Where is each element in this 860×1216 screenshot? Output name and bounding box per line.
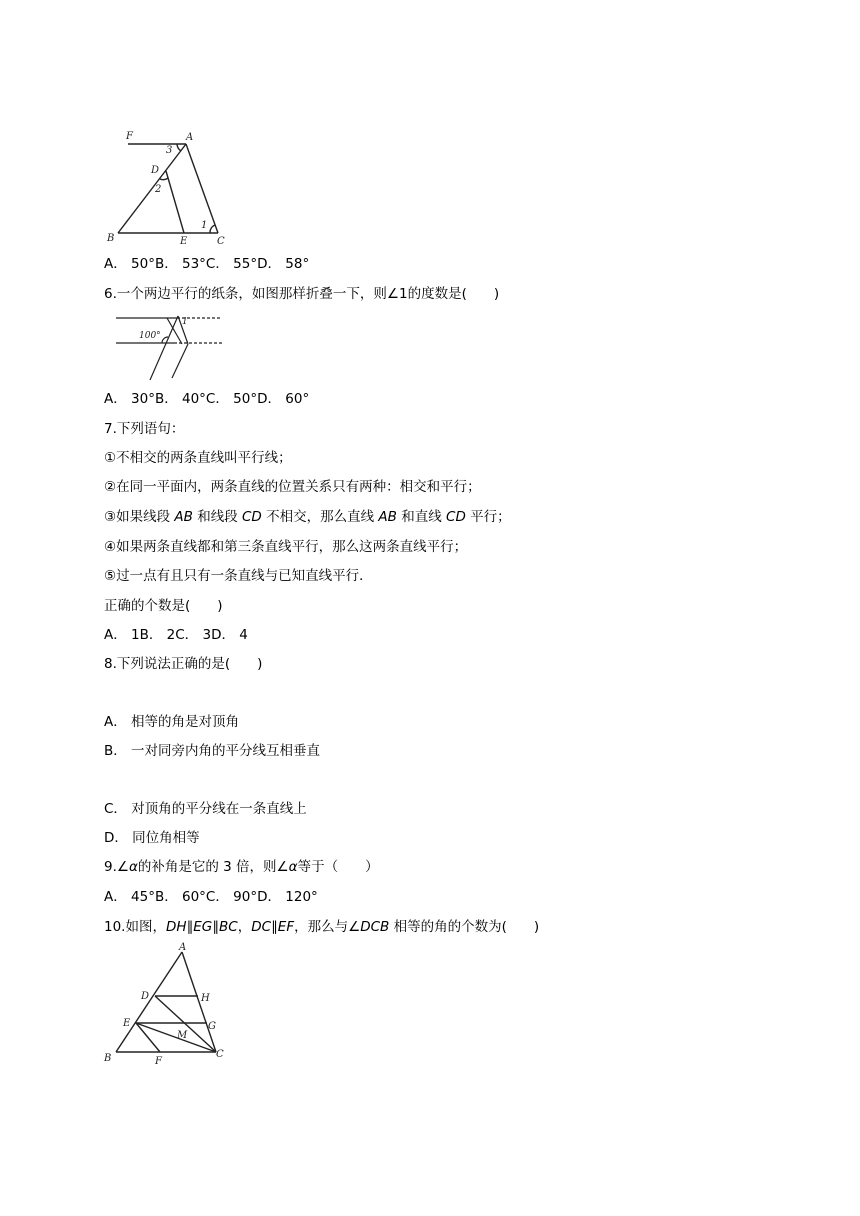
alpha-symbol: α [128,859,138,875]
label-m: M [177,1030,188,1041]
label-b: B [107,233,115,244]
fold-line-3 [172,344,188,378]
s3-part: ③如果线段 [104,509,175,525]
q10-part: 10.如图， [104,919,166,935]
label-e: E [180,236,188,247]
s3-part: 和线段 [192,509,242,525]
label-g: G [208,1021,216,1032]
label-h: H [201,993,210,1004]
line-cd-name: CD [446,509,466,525]
label-c: C [216,1049,224,1060]
q9-part: 的补角是它的 3 倍，则∠ [137,859,289,875]
q10-part: 相等的角的个数为( ) [389,919,540,935]
q6-options: A． 30°B． 40°C． 50°D． 60° [104,391,310,407]
q5-options: A． 50°B． 53°C． 55°D． 58° [104,256,310,272]
q10-part: ，那么与∠ [294,919,361,935]
q8-option-c: C． 对顶角的平分线在一条直线上 [104,801,307,817]
label-c: C [217,236,225,247]
label-f: F [155,1056,162,1067]
q7-statement-4: ④如果两条直线都和第三条直线平行，那么这两条直线平行； [104,539,468,555]
label-2: 2 [155,184,162,195]
label-a: A [186,132,194,143]
angle-arc-1 [210,225,215,233]
angle-arc-3 [177,144,181,151]
parallel-relation-1: DH∥EG∥BC [165,919,238,935]
q9-options: A． 45°B． 60°C． 90°D． 120° [104,889,318,905]
q7-statement-3 [104,508,511,526]
label-b: B [104,1053,112,1064]
label-f: F [126,131,133,142]
angle-arc-2 [160,178,168,180]
parallel-relation-2: DC∥EF [251,919,295,935]
label-1: 1 [201,220,208,231]
q10-triangle-figure [100,942,235,1067]
fold-line-1 [150,316,178,380]
q5-triangle-figure [104,128,234,248]
q10-part: ， [237,919,252,935]
s3-part: 不相交，那么直线 [261,509,379,525]
s3-part: 平行； [465,509,511,525]
q10-stem [104,918,539,936]
q8-option-b: B． 一对同旁内角的平分线互相垂直 [104,743,321,759]
q7-options: A． 1B． 2C． 3D． 4 [104,627,248,643]
label-d: D [151,165,160,176]
q9-stem [104,858,379,876]
label-a: A [179,942,187,953]
q6-stem: 6.一个两边平行的纸条，如图那样折叠一下，则∠1的度数是( ) [104,286,500,302]
segment-de [166,171,184,233]
q7-stem: 7.下列语句： [104,421,185,437]
segment-ab-name: AB [174,509,193,525]
q6-paper-strip-figure [112,310,227,382]
s3-part: 和直线 [396,509,447,525]
line-ab-name: AB [378,509,397,525]
segment-ab [116,952,182,1052]
label-100-degree: 100° [139,331,161,341]
label-3: 3 [166,145,173,156]
segment-ab [118,144,186,233]
label-d: D [141,991,150,1002]
angle-dcb-name: DCB [360,919,390,935]
q7-question: 正确的个数是( ) [104,598,223,614]
label-angle-1: 1 [182,317,188,327]
segment-cd-name: CD [242,509,262,525]
q8-stem: 8.下列说法正确的是( ) [104,656,263,672]
q7-statement-5: ⑤过一点有且只有一条直线与已知直线平行． [104,568,373,584]
q7-statement-2: ②在同一平面内，两条直线的位置关系只有两种：相交和平行； [104,479,481,495]
q8-option-a: A． 相等的角是对顶角 [104,714,240,730]
q7-statement-1: ①不相交的两条直线叫平行线； [104,450,292,466]
q9-part: 等于（ ） [297,859,379,875]
label-e: E [123,1018,131,1029]
q8-option-d: D． 同位角相等 [104,830,200,846]
q9-part: 9.∠ [104,859,129,875]
alpha-symbol: α [288,859,298,875]
